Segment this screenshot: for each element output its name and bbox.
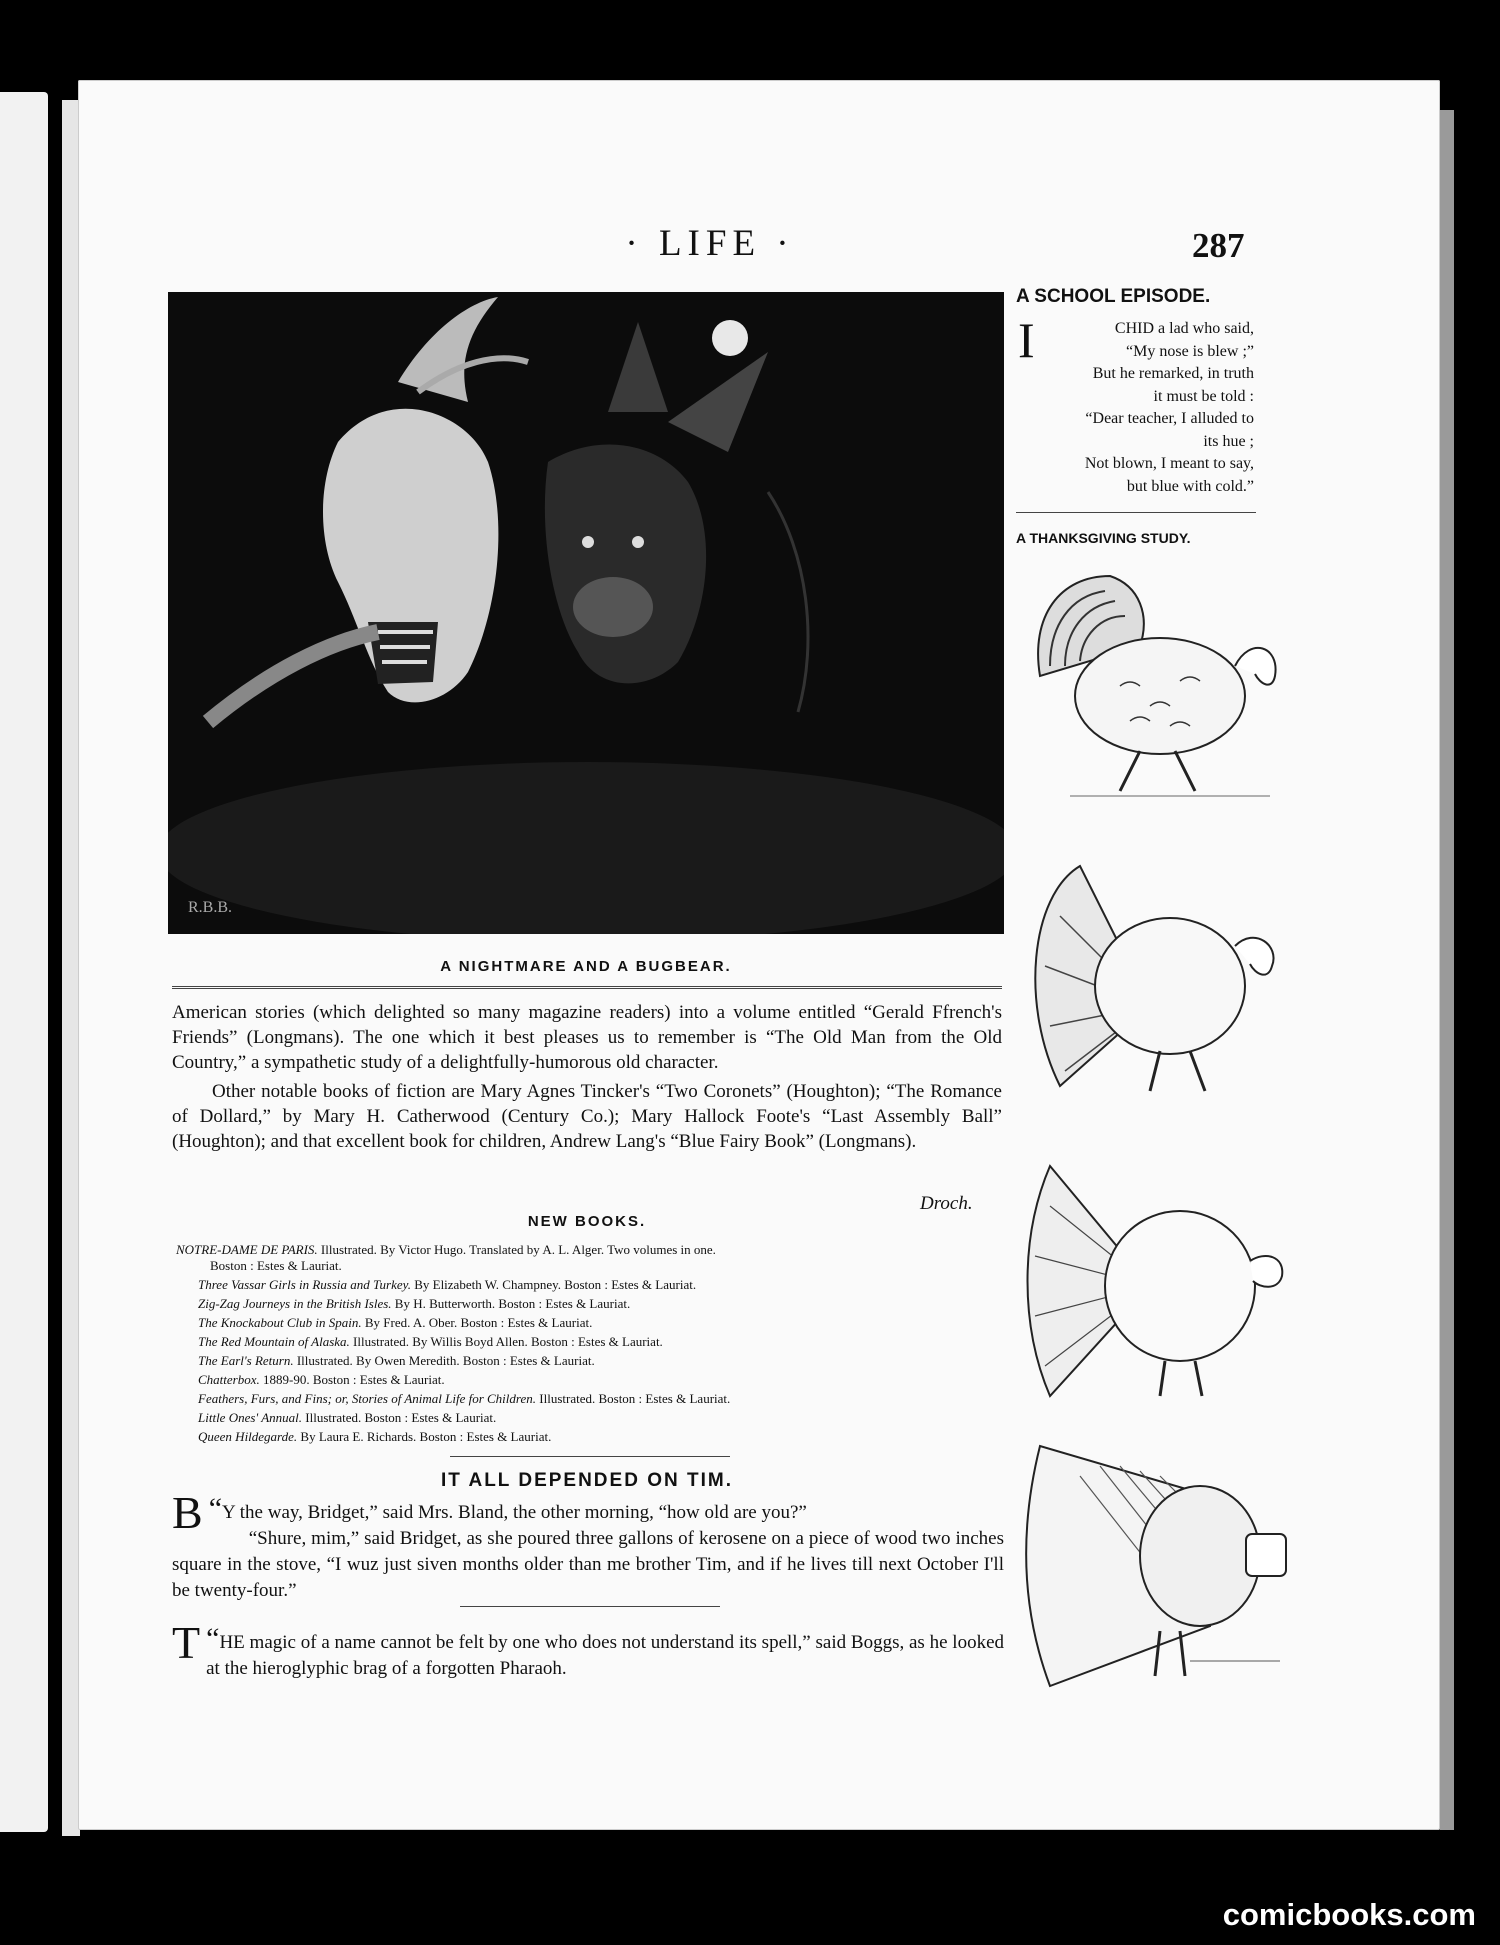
list-item: The Earl's Return. Illustrated. By Owen Meredith. Boston : Estes & Lauriat. <box>198 1353 595 1368</box>
turkey-illustration-1 <box>1010 556 1300 806</box>
poem-title: A SCHOOL EPISODE. <box>1016 286 1211 307</box>
list-item: Feathers, Furs, and Fins; or, Stories of Animal Life for Children. Illustrated. Boston : Estes & Lauriat. <box>198 1391 731 1406</box>
new-books-list <box>176 1240 1008 1446</box>
pharaoh-joke <box>172 1617 1004 1682</box>
open-quote: “ <box>206 1622 220 1655</box>
review-paragraph: Other notable books of fiction are Mary Agnes Tincker's “Two Coronets” (Houghton); “The Romance of Dollard,” by Mary H. Catherwood (Century Co.); Mary Hallock Foote's “Last Assembly Ball” (Houghton); and that excellent book for children, Andrew Lang's “Blue Fairy Book” (Longmans). <box>172 1081 1002 1152</box>
poem-line: but blue with cold.” <box>1126 477 1254 495</box>
turkey-illustration-4 <box>1010 1436 1300 1696</box>
poem-line: CHID a lad who said, <box>1114 320 1254 337</box>
section-rule <box>450 1456 730 1457</box>
page-number: 287 <box>1192 226 1245 265</box>
review-text <box>172 1000 1002 1154</box>
illustration-caption: A NIGHTMARE AND A BUGBEAR. <box>440 958 732 975</box>
list-item: Queen Hildegarde. By Laura E. Richards. Boston : Estes & Lauriat. <box>198 1429 552 1444</box>
poem-line: it must be told : <box>1153 387 1254 405</box>
list-item: Little Ones' Annual. Illustrated. Boston : Estes & Lauriat. <box>198 1410 497 1425</box>
caption-rule <box>172 986 1002 989</box>
section-rule <box>460 1606 720 1607</box>
drop-cap: B <box>172 1487 203 1538</box>
drop-cap: I <box>1018 312 1035 368</box>
poem-line: But he remarked, in truth <box>1092 365 1254 382</box>
list-item: The Knockabout Club in Spain. By Fred. A. Ober. Boston : Estes & Lauriat. <box>198 1315 593 1330</box>
poem-line: “Dear teacher, I alluded to <box>1085 410 1254 427</box>
open-quote: “ <box>208 1492 223 1525</box>
nightmare-illustration <box>168 292 1004 934</box>
turkey-illustration-2 <box>1010 856 1300 1106</box>
poem-line: “My nose is blew ;” <box>1126 342 1254 360</box>
poem-line: Not blown, I meant to say, <box>1084 455 1254 472</box>
tim-story <box>172 1487 1004 1604</box>
svg-text:R.B.B.: R.B.B. <box>188 899 233 916</box>
review-paragraph: American stories (which delighted so many magazine readers) into a volume entitled “Gerald Ffrench's Friends” (Longmans). The one which it best pleases us to remember is “The Old Man from the Old Country,” a sympathetic study of a delightfully-humorous old character. <box>172 1002 1002 1073</box>
story-line: Y the way, Bridget,” said Mrs. Bland, the other morning, “how old are you?” <box>222 1502 807 1523</box>
list-item: Three Vassar Girls in Russia and Turkey. By Elizabeth W. Champney. Boston : Estes & Lauriat. <box>198 1277 697 1292</box>
drop-cap: T <box>172 1617 201 1668</box>
new-books-heading: NEW BOOKS. <box>527 1213 647 1230</box>
poem-line: its hue ; <box>1203 432 1254 450</box>
poem <box>1012 312 1254 498</box>
turkey-illustration-3 <box>1010 1156 1300 1406</box>
watermark: comicbooks.com <box>1222 1897 1476 1932</box>
joke-text: HE magic of a name cannot be felt by one who does not understand its spell,” said Boggs, as he looked at the hieroglyphic brag of a forgotten Pharaoh. <box>206 1632 1004 1679</box>
masthead: · LIFE · <box>625 223 795 264</box>
list-item: Chatterbox. 1889-90. Boston : Estes & Lauriat. <box>198 1372 445 1387</box>
thanksgiving-title: A THANKSGIVING STUDY. <box>1016 530 1191 546</box>
story-title: IT ALL DEPENDED ON TIM. <box>441 1470 733 1491</box>
list-item: Zig-Zag Journeys in the British Isles. By H. Butterworth. Boston : Estes & Lauriat. <box>198 1296 631 1311</box>
story-paragraph: “Shure, mim,” said Bridget, as she poured three gallons of kerosene on a piece of wood two inches square in the stove, “I wuz just siven months older than me brother Tim, and if he lives till next October I'll be twenty-four.” <box>172 1528 1004 1601</box>
left-page-edge <box>0 92 48 1832</box>
signature: Droch. <box>920 1193 973 1214</box>
list-item: The Red Mountain of Alaska. Illustrated. By Willis Boyd Allen. Boston : Estes & Lauriat. <box>198 1334 663 1349</box>
list-item: NOTRE-DAME DE PARIS. Illustrated. By Victor Hugo. Translated by A. L. Alger. Two volumes in one. Boston : Estes & Lauriat. <box>176 1242 716 1273</box>
column-rule <box>1016 512 1256 513</box>
page-edge-shadow <box>1440 110 1454 1830</box>
